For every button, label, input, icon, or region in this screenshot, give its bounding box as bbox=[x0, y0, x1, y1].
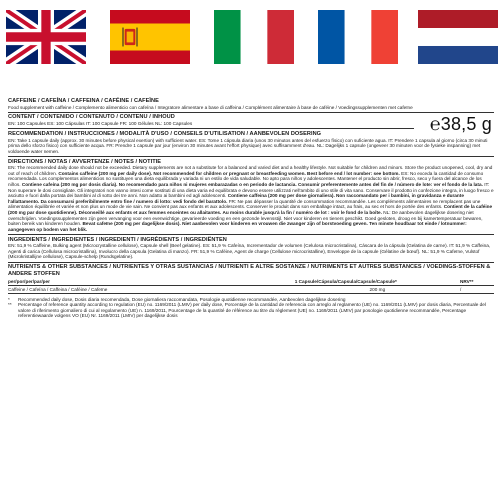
product-title: CAFFEINE / CAFEÍNA / CAFFEINA / CAFÉINE / CAFEÏNE bbox=[8, 98, 159, 104]
directions-it: IT: Non superare le dosi consigliate. Gli integratori non vanno intesi come sostituti di una dieta varia ed equilibrata e devono essere utilizzati nell'ambito di uno stile di vita sano. Conservare il prodotto in confezione integra, in luogo fresco e asciutto e fuori dalla portata dei bambini al di sotto dei tre anni. Non adatto ai bambini ed agli adolescenti. bbox=[8, 182, 494, 199]
directions-en-warning: Contains caffeine (200 mg per daily dose). Not recommended for children or pregnant or breastfeeding women. Best before end / lot number: see bottom. bbox=[58, 170, 400, 176]
footnote-2-text: Percentage of reference quantity according to regulation (EU) no. 1169/2011 (LMIV) per daily dose, Porcentaje de la cantidad de referencia con arreglo al reglamento (UE) no. 1169/2011 (LMIV) por dosis diaria, Percentuale del valore di riferimento giornaliero di cui al regolamento (UE) n. 1169/2011, Pourcentage de la quantité de référence au titre du règlement (UE) no. 1169/2011 (LMIV) par posologie quotidienne recommandée, Percentage referentiewaarde volgens VO (EU) Nr. 1169/2011 (LMIV) per dagelijkse dosis bbox=[18, 302, 486, 319]
directions-nl-warning: Bevat cafeïne (200 mg per dagelijkse dosis). Niet aanbevolen voor kinderen en vrouwen die zwanger zijn of borstvoeding geven. Ten minste houdbaar tot einde / lotnummer: aangegeven op bodem van het blik. bbox=[8, 221, 467, 232]
directions-text bbox=[8, 165, 494, 232]
nutrient-name: Caffeine / Cafeína / Caffeina / Caféine / Cafeïne bbox=[8, 286, 295, 294]
divider bbox=[8, 234, 494, 235]
table-header-row bbox=[8, 279, 494, 286]
footnote-1-mark: * bbox=[8, 296, 10, 302]
ingredients-fr: FR: 51,9 % Caféine, Agent de charge (Cellulose microcristalline), Enveloppe de la capsule (Gélatine de bœuf). bbox=[191, 248, 421, 254]
product-subtitle: Food supplement with caffeine / Complemento alimenticio con cafeína / Integratore alimentare a base di caffeina / Complément alimentaire à base de caféine / Voedingssupplementen met cafeïne bbox=[8, 104, 413, 110]
france-flag bbox=[318, 10, 398, 64]
spain-flag bbox=[110, 10, 190, 64]
divider bbox=[8, 156, 494, 157]
ingredients-it: IT: 51,9 % Caffeina, Agenti di carica (Cellulosa microcristallina), Involucro della capsula (Gelatina di manzo). bbox=[8, 243, 491, 254]
recommendation-en: EN: Take 1 capsule daily (approx. 30 minutes before physical exertion) with sufficient water. bbox=[8, 137, 198, 143]
footnote-2 bbox=[8, 302, 494, 319]
nutrients-heading: NUTRIENTS & OTHER SUBSTANCES / NUTRIENTES Y OTRAS SUSTANCIAS / NUTRIENTI E ALTRE SOSTANZE / NUTRIMENTS ET AUTRES SUBSTANCES / VOEDINGS-STOFFEN & ANDERE STOFFEN bbox=[8, 264, 491, 277]
directions-fr-warning: Contient de la caféine (200 mg par dose quotidienne). Déconseillé aux enfants et aux femmes enceintes ou allaitantes. Au moins durable jusqu'à la fin / numéro de lot : voir le fond de la boîte. bbox=[8, 204, 493, 215]
recommendation-heading: RECOMMENDATION / INSTRUCCIONES / MODALITÀ D'USO / CONSEILS D'UTILISATION / AANBEVOLEN DOSERING bbox=[8, 130, 322, 137]
divider bbox=[8, 128, 414, 129]
directions-es-warning: Contiene cafeína (200 mg por dosis diaria). No recomendado para niños ni mujeres embarazadas o en periodo de lactancia. Consumir preferentemente antes del fin de / número de lote: ver el fondo de la lata. bbox=[21, 182, 483, 188]
net-weight: ℮38,5 g bbox=[429, 114, 492, 135]
recommendation-it: IT: Prendere 1 capsula al giorno (circa 30 minuti prima dello sforzo fisico) con sufficiente acqua. bbox=[8, 137, 488, 149]
uk-flag bbox=[6, 10, 86, 64]
directions-heading: DIRECTIONS / NOTAS / AVVERTENZE / NOTES / NOTITIE bbox=[8, 158, 162, 165]
product-label bbox=[8, 98, 494, 496]
recommendation-nl: NL: Dagelijks 1 capsule (ongeveer 30 minuten voor de fysieke inspanning) met voldoende water nemen. bbox=[8, 143, 481, 154]
footnote-1-text: Recommended daily dose, Dosis diaria recomendada, Dose giornaliera raccomandata, Posologie quotidienne recommandée, Aanbevolen dagelijkse dosering bbox=[18, 296, 346, 302]
directions-fr: FR: Ne pas dépasser la quantité de consommation recommandée. Les compléments alimentaires ne remplacent pas une alimentation équilibrée et variée et non plus un mode de vie sain. Ne convient pas aux enfants et aux adolescents. Conserver le produit dans son emballage intact, au frais, au sec et hors de portée des enfants. bbox=[8, 198, 481, 210]
divider bbox=[8, 112, 494, 113]
divider bbox=[8, 262, 494, 263]
directions-nl: NL: De aanbevolen dagelijkse dosering niet overschrijden. Voedingssupplementen zijn geen vervanging voor een evenwichtige, gevarieerde voeding en een gezonde levensstijl. Niet voor kinderen en tieners geschikt. Goed gesloten, droog en bij kamertemperatuur bewaren, buiten bereik van kinderen houden. bbox=[8, 209, 483, 227]
ingredients-text bbox=[8, 243, 494, 260]
italy-flag bbox=[214, 10, 294, 64]
ingredients-es: ES: 51,9 % Cafeína, Incrementador de volumen (Celulosa microcristalina), Cáscara de la cápsula (Gelatina de carne). bbox=[202, 243, 448, 249]
col-header-per: per/por/per/par/per bbox=[8, 279, 295, 286]
col-header-capsule: 1 Capsule/Cápsula/Capsula/Capsule/Capsule* bbox=[295, 279, 460, 286]
recommendation-text bbox=[8, 138, 494, 155]
directions-it-warning: Contiene caffeina (200 mg per dose giornaliera). Non raccomandato per i bambini, in gravidanza e durante l'allattamento. Da consumarsi preferibilmente entro fine / numero di lotto: vedi fondo del barattolo. bbox=[8, 193, 464, 204]
directions-en: EN: The recommended daily dose should not be exceeded. Dietary supplements are not a substitute for a balanced and varied diet and a healthy lifestyle. Not suitable for children and minors. Store the product unopened, cool, dry and out of reach of children. bbox=[8, 165, 493, 176]
recommendation-es: ES: Tome 1 cápsula diaria (unos 30 minutos antes del esfuerzo físico) con suficiente agua. bbox=[198, 137, 387, 143]
col-header-nrv: NRV** bbox=[460, 279, 494, 286]
ingredients-en: EN: 51,9 % Caffeine, Bulking agent (Microcrystalline cellulose), Capsule shell (Beef gelatine). bbox=[8, 243, 202, 249]
content-heading: CONTENT / CONTENIDO / CONTENUTO / CONTENU / INHOUD bbox=[8, 114, 175, 121]
netherlands-flag bbox=[418, 10, 498, 64]
nutrient-nrv: / bbox=[460, 286, 494, 294]
ingredients-heading: INGREDIENTS / INGREDIENTES / INGREDIENTI / INGRÉDIENTS / INGREDIËNTEN bbox=[8, 236, 227, 243]
recommendation-fr: FR: Prendre 1 capsule par jour (environ 30 minutes avant l'effort physique) avec suffisamment d'eau. bbox=[106, 143, 316, 149]
footnote-2-mark: ** bbox=[8, 302, 12, 308]
ingredients-nl: NL: 51,9 % Cafeïne, Vulstof (Microkristallijne cellulose), Capsule-schelp (Rundsgelatine). bbox=[8, 248, 480, 260]
nutrients-table bbox=[8, 279, 494, 295]
nutrient-amount: 200 mg bbox=[295, 286, 460, 294]
table-row bbox=[8, 286, 494, 294]
content-line: EN: 100 Capsules ES: 100 Cápsulas IT: 100 Capsule FR: 100 Gélules NL: 100 Capsules bbox=[8, 121, 193, 127]
flag-row bbox=[0, 10, 500, 72]
directions-es: ES: No exceda la cantidad de consumo recomendada. Los complementos alimenticios no sustituyen una dieta equilibrada y variada ni un estilo de vida saludable. No apto para niños y adolescentes. Mantener el producto sin abrir, fresco, seco y fuera del alcance de los niños. bbox=[8, 170, 484, 188]
